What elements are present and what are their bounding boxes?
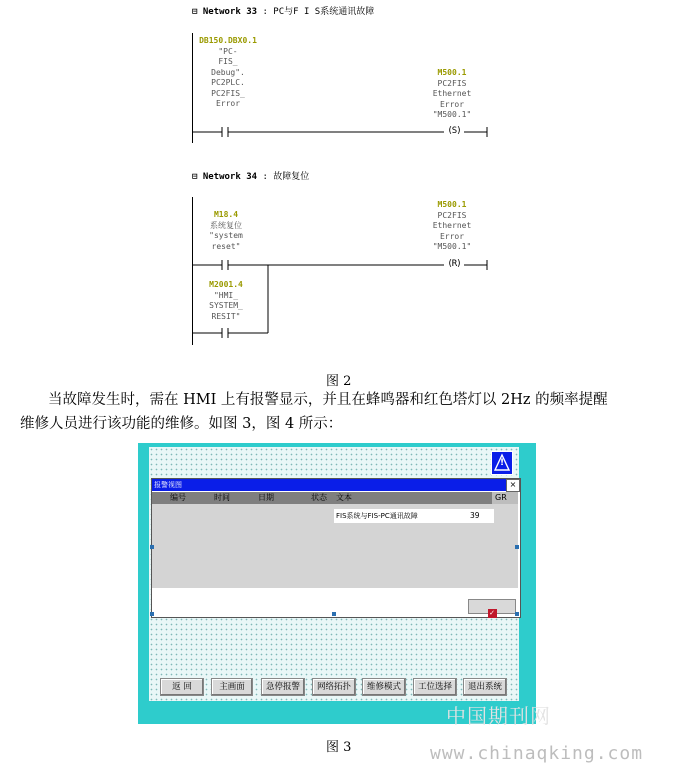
watermark-url: www.chinaqking.com — [430, 743, 644, 764]
col-gr[interactable]: GR — [495, 493, 507, 502]
network-33-comment: PC与F I S系统通讯故障 — [273, 7, 375, 17]
main-screen-button[interactable]: 主画面 — [211, 678, 253, 696]
alarm-view-title: 报警视图 — [154, 481, 182, 489]
col-status[interactable]: 状态 — [311, 493, 327, 502]
contact-34a-sym-1: reset" — [211, 241, 241, 251]
watermark-cn: 中国期刊网 — [446, 704, 551, 728]
coil-33-sym-2: Error — [439, 99, 465, 109]
coil-34-sym-2: Error — [439, 231, 465, 241]
contact-34b-address: M2001.4 — [209, 280, 243, 289]
coil-33-sym-0: PC2FIS — [437, 78, 467, 88]
coil-34-address: M500.1 — [437, 200, 467, 209]
contact-34a-sym-0: "system — [209, 231, 243, 240]
emergency-alarm-button[interactable]: 急停报警 — [261, 678, 305, 696]
contact-33-label — [196, 36, 260, 110]
collapse-icon[interactable]: ⊟ — [192, 172, 198, 182]
figure-3-caption: 图 3 — [326, 740, 352, 755]
exit-system-button[interactable]: 退出系统 — [463, 678, 507, 696]
coil-34-sym-1: Ethernet — [432, 221, 472, 230]
contact-34a-comment: 系统复位 — [210, 220, 242, 230]
col-gr-header — [492, 492, 518, 504]
resize-handle[interactable] — [150, 545, 154, 549]
contact-33-sym-3: PC2PLC. — [211, 78, 245, 87]
contact-33-sym-1: FIS_ — [218, 57, 238, 66]
contact-33-address: DB150.DBX0.1 — [199, 36, 257, 45]
col-date[interactable]: 日期 — [258, 493, 274, 502]
back-button[interactable]: 返 回 — [160, 678, 204, 696]
network-33-label: Network 33 — [202, 7, 258, 17]
maintenance-mode-button[interactable]: 维修模式 — [362, 678, 406, 696]
network-34-label: Network 34 — [202, 172, 258, 182]
coil-33-sym-3: "M500.1" — [432, 110, 472, 119]
contact-33-sym-4: PC2FIS_ — [211, 88, 245, 98]
check-icon: ✓ — [489, 609, 495, 617]
alarm-table-body — [152, 504, 518, 588]
alarm-text: FIS系统与FIS-PC通讯故障 — [336, 512, 418, 520]
acknowledge-button[interactable] — [468, 599, 516, 617]
table-row[interactable] — [334, 509, 494, 523]
close-icon[interactable]: × — [506, 479, 520, 492]
contact-34a-address: M18.4 — [213, 210, 239, 219]
contact-34b-sym-1: SYSTEM_ — [209, 301, 243, 310]
coil-33-label — [420, 68, 484, 121]
alarm-view-window — [151, 478, 521, 618]
rung-34[interactable] — [192, 258, 492, 340]
alarm-view-titlebar[interactable] — [152, 479, 520, 491]
col-time[interactable]: 时间 — [214, 493, 230, 502]
resize-handle[interactable] — [515, 612, 519, 616]
alarm-gr: 39 — [470, 511, 480, 520]
coil-33-type: (S) — [447, 126, 461, 136]
contact-34b-sym-2: RESIT" — [211, 311, 241, 321]
resize-handle[interactable] — [515, 545, 519, 549]
coil-34-sym-3: "M500.1" — [432, 242, 472, 251]
alarm-table-header — [152, 492, 492, 504]
collapse-icon[interactable]: ⊟ — [192, 7, 198, 17]
contact-34a-label — [196, 210, 256, 252]
figure-2-caption: 图 2 — [326, 374, 352, 389]
network-topology-button[interactable]: 网络拓扑 — [312, 678, 356, 696]
warning-glyph: ! — [500, 458, 505, 468]
contact-33-sym-0: "PC- — [218, 46, 238, 56]
coil-33-sym-1: Ethernet — [432, 89, 472, 98]
coil-34-label — [420, 200, 484, 253]
resize-handle[interactable] — [150, 612, 154, 616]
coil-34-sym-0: PC2FIS — [437, 210, 467, 220]
coil-33-address: M500.1 — [437, 68, 467, 77]
warning-indicator[interactable] — [491, 451, 513, 475]
network-34-comment: 故障复位 — [273, 172, 310, 182]
contact-33-sym-5: Error — [215, 99, 241, 108]
network-33-header[interactable]: ⊟ Network 33 : PC与F I S系统通讯故障 — [192, 7, 375, 17]
body-paragraph-line-1: 当故障发生时，需在 HMI 上有报警显示，并且在蜂鸣器和红色塔灯以 2Hz 的频率提醒 — [48, 392, 608, 408]
coil-34-type: (R) — [447, 259, 461, 269]
col-number[interactable]: 编号 — [170, 493, 186, 502]
station-select-button[interactable]: 工位选择 — [413, 678, 457, 696]
network-34-header[interactable]: ⊟ Network 34 : 故障复位 — [192, 172, 310, 182]
body-paragraph-line-2: 维修人员进行该功能的维修。如图 3，图 4 所示： — [20, 416, 343, 432]
resize-handle[interactable] — [332, 612, 336, 616]
col-text[interactable]: 文本 — [336, 493, 352, 502]
contact-33-sym-2: Debug". — [211, 67, 245, 77]
contact-34b-sym-0: "HMI_ — [213, 290, 239, 300]
